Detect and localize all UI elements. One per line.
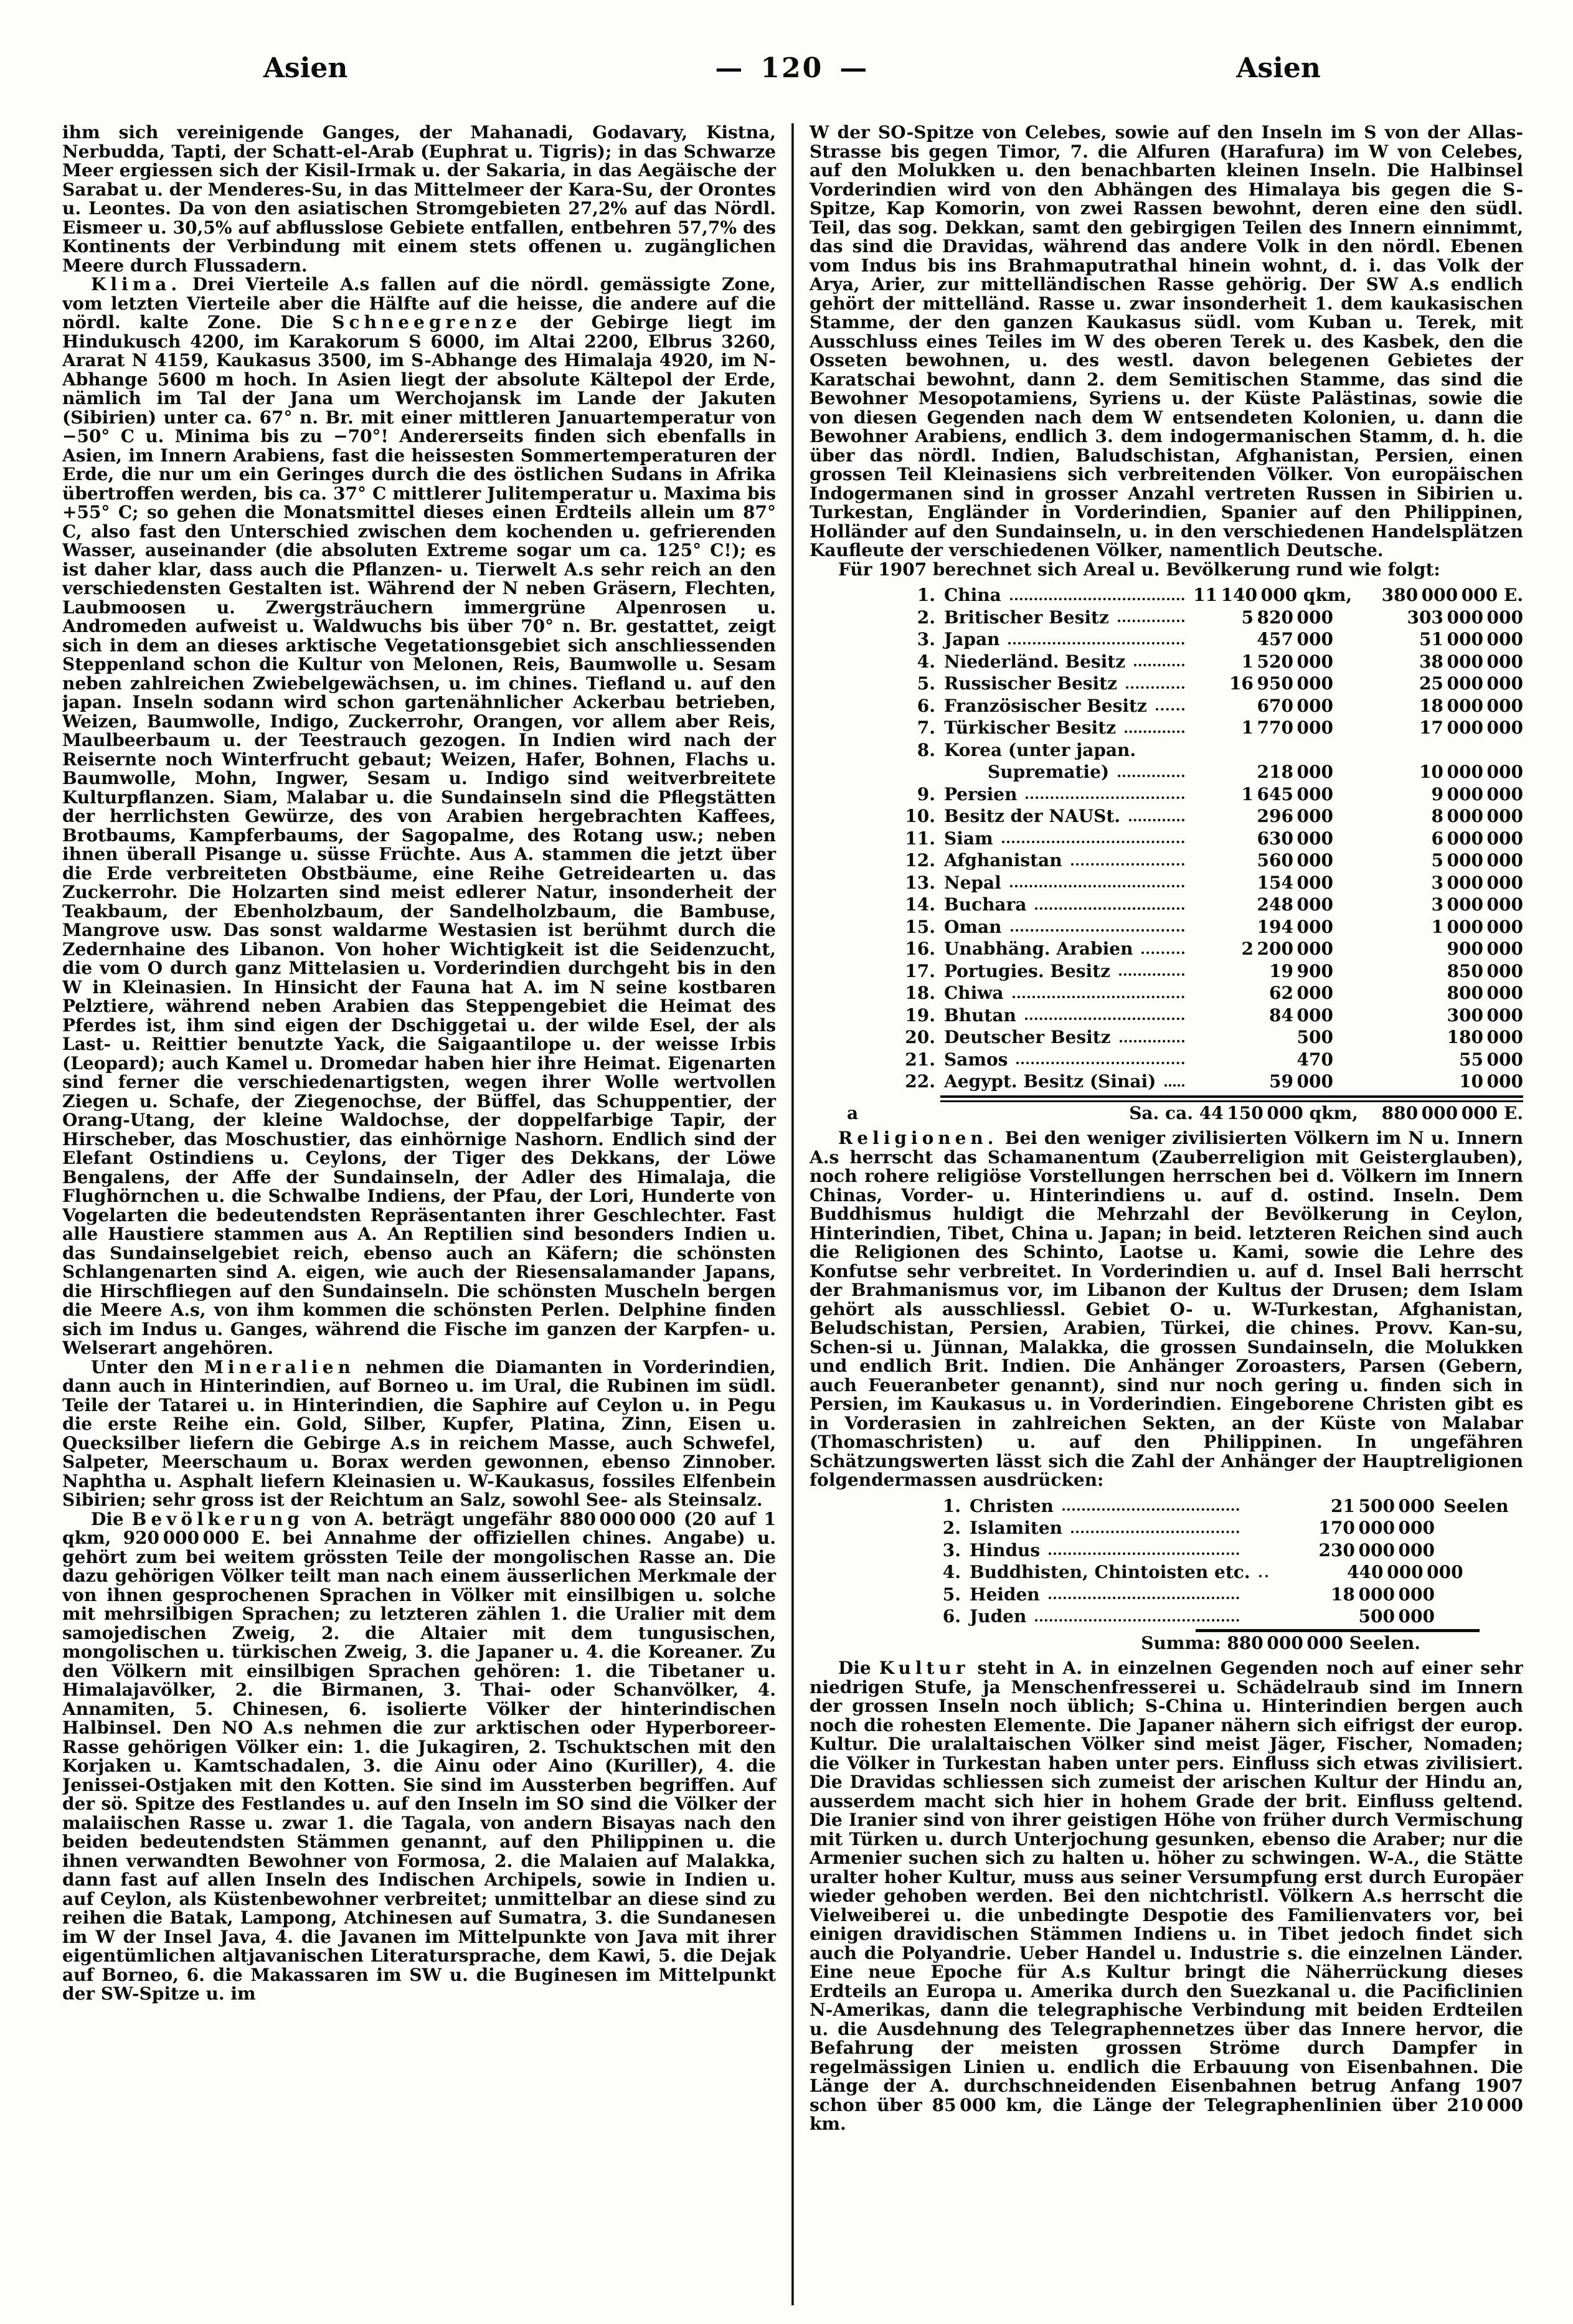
dot-leader	[1016, 1062, 1184, 1064]
table-row	[810, 916, 1523, 938]
running-head	[62, 54, 1523, 83]
row-number: 11.	[905, 828, 935, 849]
text-run: von A. beträgt ungefähr 880 000 000 (20 auf 1 qkm, 920 000 000 E. bei Annahme der offiziellen chines. Angabe) u. gehört zum bei weitem grössten Teile der mongolischen Rasse an. Die dazu gehörigen Völker teilt man nach einem äusserlichen Merkmale der von ihnen gesprochenen Sprachen in Völker mit einsilbigen u. solche mit mehrsilbigen Sprachen; zu letzteren zählen 1. die Uralier mit dem samojedischen Zweig, 2. die Altaier mit dem tungusischen, mongolischen u. türkischen Zweig, 3. die Japaner u. 4. die Koreaner. Zu den Völkern mit einsilbigen Sprachen gehören: 1. die Tibetaner u. Himalajavölker, 2. die Birmanen, 3. Thai- oder Schanvölker, 4. Annamiten, 5. Chinesen, 6. isolierte Völker der hinterindischen Halbinsel. Den NO A.s nehmen die zur arktischen oder Hyperboreer-Rasse gehörigen Völker ein: 1. die Jukagiren, 2. Tschuktschen mit den Korjaken u. Kamtschadalen, 3. die Ainu oder Aino (Kuriller), 4. die Jenissei-Ostjaken mit den Kotten. Sie sind im Aussterben begriffen. Auf der sö. Spitze des Festlandes u. auf den Inseln im SO sind die Völker der malaiischen Rasse u. zwar 1. die Tagala, von andern Bisayas nach den beiden bedeutendsten Stämmen genannt, auf den Philippinen u. die ihnen verwandten Bewohner von Formosa, 2. die Malaien auf Malakka, dann fast auf allen Inseln des Indischen Archipels, sowie in Indien u. auf Ceylon, als Küstenbewohner verbreitet; unmittelbar an diese sind zu reihen die Batak, Lampong, Atchinesen auf Sumatra, 3. die Sundanesen im W der Insel Java, 4. die Javanen im Mittelpunkte von Java mit ihrer eigentümlichen altjavanischen Literatursprache, dem Kawi, 5. die Dejak auf Borneo, 6. die Makassaren im SW u. die Buginesen im Mittelpunkt der SW-Spitze u. im	[62, 1508, 776, 2004]
row-number: 2.	[917, 607, 935, 628]
row-population-value: 55 000	[1458, 1049, 1523, 1070]
row-count-value: 440 000 000	[1347, 1562, 1463, 1582]
paragraph	[810, 123, 1523, 560]
row-number: 2.	[942, 1518, 961, 1538]
row-number: 13.	[905, 872, 935, 893]
dot-leader	[1011, 929, 1184, 932]
row-number: 17.	[905, 960, 935, 981]
row-number: 16.	[905, 938, 935, 959]
row-number: 20.	[905, 1027, 935, 1047]
paragraph	[62, 123, 776, 275]
margin-note: a	[847, 1102, 859, 1123]
row-label: Chiwa	[944, 983, 1004, 1003]
dot-leader	[1120, 1040, 1184, 1042]
paragraph	[62, 1510, 776, 2004]
text-run: der Gebirge liegt im Hindukusch 4200, im Karakorum S 6000, im Altai 2200, Elbrus 3260, Ararat N 4159, Kaukasus 3500, im S-Abhange des Himalaja 4920, im N-Abhange 5600 m hoch. In Asien liegt der absolute Kältepol der Erde, nämlich im Tal der Jana um Werchojansk im Lande der Jakuten (Sibirien) unter ca. 67° n. Br. mit einer mittleren Januartemperatur von −50° C u. Minima bis zu −70°! Andererseits finden sich ebenfalls in Asien, im Innern Arabiens, fast die heissesten Sommertemperaturen der Erde, die nur um ein Geringes durch die des östlichen Sudans in Afrika übertroffen werden, bis ca. 37° C mittlerer Julitemperatur u. Maxima bis +55° C; so gehen die Monatsmittel dieses einen Erdteils allein um 87° C, also fast den Unterschied zwischen dem kochenden u. gefrierenden Wasser, auseinander (die absoluten Extreme sogar um ca. 125° C!); es ist daher klar, dass auch die Pflanzen- u. Tierwelt A.s sehr reich an den verschiedensten Gestalten ist. Während der N neben Gräsern, Flechten, Laubmoosen u. Zwergsträuchern immergrüne Alpenrosen u. Andromeden aufweist u. Waldwuchs bis über 70° n. Br. gestattet, zeigt sich in dem an dieses arktische Vegetationsgebiet sich anschliessenden Steppenland schon die Kultur von Melonen, Reis, Baumwolle u. Sesam neben zahlreichen Zwiebelgewächsen, u. im chines. Tiefland u. auf den japan. Inseln sodann wird schon gartenähnlicher Ackerbau betrieben, Weizen, Baumwolle, Indigo, Zuckerrohr, Orangen, vor allem aber Reis, Maulbeerbaum u. der Teestrauch gezogen. In Indien wird nach der Reisernte noch Winterfrucht gebaut; Weizen, Hafer, Bohnen, Flachs u. Baumwolle, Mohn, Ingwer, Sesam u. Indigo sind weitverbreitete Kulturpflanzen. Siam, Malabar u. die Sundainseln sind die Pflegstätten der herrlichsten Gewürze, des von Arabien hergebrachten Kaffees, Brotbaums, Kampferbaums, der Sagopalme, des Rotang usw.; neben ihnen überall Pisange u. süsse Früchte. Aus A. stammen die jetzt über die Erde verbreiteten Obstbäume, eine Reihe Getreidearten u. das Zuckerrohr. Die Holzarten sind meist edlerer Natur, insonderheit der Teakbaum, der Ebenholzbaum, der Sandelholzbaum, die Bambuse, Mangrove usw. Das sonst waldarme Westasien ist berühmt durch die Zedernhaine des Libanon. Von hoher Wichtigkeit ist die Seidenzucht, die vom O durch ganz Mittelasien u. Vorderindien durchgeht bis in den W in Kleinasien. In Hinsicht der Fauna hat A. im N seine kostbaren Pelztiere, während neben Arabien das Steppengebiet die Heimat des Pferdes ist, ihm sind eigen der Dschiggetai u. der wilde Esel, der als Last- u. Reittier benutzte Yack, die Saigaantilope u. der weisse Irbis (Leopard); auch Kamel u. Dromedar haben hier ihre Heimat. Eigenarten sind ferner die verschiedenartigsten, wegen ihrer Wolle wertvollen Ziegen u. Schafe, der Ziegenochse, der Büffel, das Schuppentier, der Orang-Utang, der kleine Waldochse, der doppelfarbige Tapir, der Hirscheber, das Moschustier, das einhörnige Nashorn. Endlich sind der Elefant Ostindiens u. Ceylons, der Tiger des Dekkans, der Löwe Bengalens, der Affe der Sundainseln, der Adler des Himalaja, die Flughörnchen u. die Schwalbe Indiens, der Pfau, der Lori, Hunderte von Vogelarten die bedeutendsten Repräsentanten ihrer Geschlechter. Fast alle Haustiere stammen aus A. An Reptilien sind besonders Indien u. das Sundainselgebiet reich, ebenso auch an Käfern; die schönsten Schlangenarten sind A. eigen, wie auch der Riesensalamander Japans, die Hirschfliegen auf den Sundainseln. Die schönsten Muscheln bergen die Meere A.s, von ihm kommen die schönsten Perlen. Delphine finden sich im Indus u. Ganges, während die Fische im ganzen der Karpfen- u. Welserart angehören.	[62, 312, 776, 1358]
paragraph	[810, 560, 1523, 580]
row-label: Juden	[970, 1606, 1027, 1627]
row-label: Buchara	[944, 894, 1027, 915]
sum-rule	[940, 1095, 1523, 1102]
row-area-value: 630 000	[1257, 828, 1333, 849]
row-label: Deutscher Besitz	[944, 1027, 1111, 1047]
area-population-table	[810, 584, 1523, 1124]
row-number: 19.	[905, 1004, 935, 1026]
text-run: Drei Vierteile A.s fallen auf die nördl. gemässigte Zone, vom letzten Vierteile aber die Hälfte auf die heisse, die andere auf die nördl. kalte Zone. Die	[62, 274, 776, 333]
text-run: Die	[91, 1508, 132, 1529]
row-population-value: 900 000	[1447, 938, 1523, 959]
row-number: 12.	[905, 850, 935, 871]
row-number: 22.	[905, 1071, 935, 1092]
dot-leader	[1141, 952, 1184, 954]
row-area-value: 1 645 000	[1241, 783, 1333, 805]
row-area-value: 457 000	[1257, 629, 1333, 649]
dash-right: —	[839, 52, 869, 84]
row-number: 6.	[917, 695, 935, 716]
dot-leader	[1134, 664, 1184, 666]
dot-leader	[1119, 973, 1184, 976]
table-row	[810, 894, 1523, 916]
running-head-title-left: Asien	[263, 52, 348, 84]
row-count-value: 170 000 000	[1318, 1518, 1435, 1538]
text-run: Unter den	[91, 1356, 204, 1377]
sum-area-value: 44 150 000 qkm,	[1193, 1102, 1358, 1123]
dot-leader	[1010, 885, 1184, 887]
row-area-value: 194 000	[1257, 916, 1333, 937]
row-label: Unabhäng. Arabien	[944, 938, 1133, 959]
spaced-keyword: Mineralien	[204, 1356, 355, 1377]
row-population-value: 25 000 000	[1419, 673, 1523, 694]
table-row	[810, 960, 1523, 983]
text-run: W der SO-Spitze von Celebes, sowie auf den Inseln im S von der Allas-Strasse bis gegen Timor, 7. die Alfuren (Harafura) im W von Celebes, auf den Molukken u. den benachbarten kleinen Inseln. Die Halbinsel Vorderindien wird von den Abhängen des Himalaya bis gegen die S-Spitze, Kap Komorin, von zwei Rassen bewohnt, deren eine den südl. Teil, das sog. Dekkan, samt den gebirgigen Teilen des Innern einnimmt, das sind die Dravidas, während das andere Volk in den nördl. Ebenen vom Indus bis ins Brahmaputrathal hinein wohnt, d. i. das Volk der Arya, Arier, zur mittelländischen Rasse gehörig. Der SW A.s endlich gehört der mittelländ. Rasse u. zwar insonderheit 1. dem kaukasischen Stamme, der den ganzen Kaukasus südl. vom Kuban u. Terek, mit Ausschluss eines Teiles im W des oberen Terek u. des Kasbek, den die Osseten bewohnen, u. des westl. davon belegenen Gebietes der Karatschai bewohnt, dann 2. dem Semitischen Stamme, das sind die Bewohner Mesopotamiens, Syriens u. der Küste Palästinas, sowie die von diesen Gegenden nach dem W entsendeten Kolonien, u. dann die Bewohner Arabiens, endlich 3. dem indogermanischen Stamm, d. h. die über das nördl. Indien, Baludschistan, Afghanistan, Persien, einen grossen Teil Kleinasiens sich verbreitenden Völker. Von europäischen Indogermanen sind in grosser Anzahl vertreten Russen in Sibirien u. Turkestan, Engländer in Vorderindien, Spanier auf den Philippinen, Holländer auf den Sundainseln, u. in den verschiedenen Handelsplätzen Kaufleute der verschiedenen Völker, namentlich Deutsche.	[810, 123, 1523, 560]
table-row	[810, 739, 1523, 762]
page-number-block	[549, 54, 1035, 83]
text-run: ihm sich vereinigende Ganges, der Mahanadi, Godavary, Kistna, Nerbudda, Tapti, der Schatt-el-Arab (Euphrat u. Tigris); in das Schwarze Meer ergiessen sich der Kisil-Irmak u. der Sakaria, in das Aegäische der Sarabat u. der Menderes-Su, in das Mittelmeer der Kara-Su, der Orontes u. Leontes. Da von den asiatischen Stromgebieten 27,2% auf das Nördl. Eismeer u. 30,5% auf abflusslose Gebiete entfallen, entbehren 57,7% des Kontinents der Verbindung mit einem stets offenen u. zugänglichen Meere durch Flussadern.	[62, 123, 776, 276]
row-label: Portugies. Besitz	[944, 960, 1111, 981]
row-number: 14.	[905, 894, 935, 915]
row-number: 9.	[917, 783, 935, 805]
table-row	[810, 783, 1523, 806]
table-row	[810, 628, 1523, 651]
row-population-value: 800 000	[1447, 983, 1523, 1003]
dot-leader	[1118, 775, 1184, 777]
table-row	[810, 761, 1523, 783]
religion-table	[810, 1495, 1523, 1655]
spaced-keyword: Bevölkerung	[131, 1508, 304, 1529]
row-label: Niederländ. Besitz	[944, 651, 1126, 672]
table-row	[810, 938, 1523, 960]
row-area-value: 500	[1297, 1027, 1333, 1047]
row-population-value: 10 000 000	[1419, 762, 1523, 782]
row-area-value: 218 000	[1257, 762, 1333, 782]
row-population-value: 8 000 000	[1431, 806, 1523, 826]
row-population-value: 303 000 000	[1407, 607, 1523, 628]
row-population-value: 10 000	[1458, 1071, 1523, 1092]
row-population-value: 5 000 000	[1431, 850, 1523, 871]
dot-leader	[1071, 1531, 1239, 1533]
right-column	[793, 123, 1523, 2305]
row-count-value: 21 500 000	[1330, 1495, 1435, 1516]
row-number: 15.	[905, 916, 935, 937]
row-label: Christen	[970, 1495, 1054, 1516]
row-number: 5.	[917, 673, 935, 694]
table-row	[810, 872, 1523, 894]
text-columns	[62, 123, 1523, 2305]
row-number: 21.	[905, 1049, 935, 1070]
row-label: Japan	[944, 629, 1000, 649]
religion-sum-row: Summa: 880 000 000 Seelen.	[1141, 1632, 1420, 1653]
row-area-value: 248 000	[1257, 894, 1333, 915]
paragraph	[810, 1129, 1523, 1490]
row-label: Britischer Besitz	[944, 607, 1109, 628]
row-area-value: 59 000	[1268, 1071, 1333, 1092]
row-population-value: 1 000 000	[1431, 916, 1523, 937]
row-label: Besitz der NAUSt.	[944, 806, 1120, 826]
row-population-value: 380 000 000 E.	[1381, 585, 1523, 605]
row-area-value: 670 000	[1257, 695, 1333, 716]
row-label: Bhutan	[944, 1004, 1016, 1026]
dot-leader	[1035, 907, 1184, 910]
row-population-value: 180 000	[1447, 1027, 1523, 1047]
row-label: Hindus	[970, 1539, 1041, 1561]
row-label: Samos	[944, 1049, 1008, 1070]
row-number: 5.	[942, 1584, 961, 1605]
row-area-value: 560 000	[1257, 850, 1333, 871]
row-label: Türkischer Besitz	[944, 717, 1117, 738]
row-count-value: 18 000 000	[1330, 1584, 1435, 1605]
row-number: 18.	[905, 983, 935, 1003]
row-label: China	[944, 585, 1001, 605]
text-run: steht in A. in einzelnen Gegenden noch auf einer sehr niedrigen Stufe, ja Menschenfresserei u. Schädelraub sind im Innern der grossen Inseln noch üblich; S-China u. Hinterindien bergen auch noch die rohesten Elemente. Die Japaner nähern sich eifrigst der europ. Kultur. Die uralaltaischen Völker sind meist Jäger, Fischer, Nomaden; die Völker in Turkestan haben unter pers. Einfluss sich etwas zivilisiert. Die Dravidas schliessen sich zumeist der arischen Kultur der Hindu an, ausserdem macht sich hier in hohem Grade der brit. Einfluss geltend. Die Iranier sind von ihrer geistigen Höhe von früher durch Vermischung mit Türken u. durch Unterjochung gesunken, ebenso die Araber; nur die Armenier suchen sich zu halten u. höher zu schwingen. W-A., die Stätte uralter hoher Kultur, muss aus seiner Versumpfung erst durch Europäer wieder gehoben werden. Bei den nichtchristl. Völkern A.s herrscht die Vielweiberei u. die unbedingte Despotie des Familienvaters vor, bei einigen dravidischen Stämmen Indiens u. in Tibet jedoch findet sich auch die Polyandrie. Ueber Handel u. Industrie s. die einzelnen Länder. Eine neue Epoche für A.s Kultur bringt die Näherrückung dieses Erdteils an Europa u. Amerika durch den Suezkanal u. die Pacificlinien N-Amerikas, dann die telegraphische Verbindung mit beiden Erdteilen u. die Ausdehnung des Telegraphennetzes über das Innere hervor, die Befahrung der meisten grossen Ströme durch Dampfer in regelmässigen Linien u. endlich die Erbauung von Eisenbahnen. Die Länge der A. durchschneidenden Eisenbahnen betrug Anfang 1907 schon über 85 000 km, die Länge der Telegraphenlinien über 210 000 km.	[810, 1658, 1523, 2134]
row-area-value: 11 140 000 qkm,	[1193, 585, 1353, 605]
row-area-value: 1 520 000	[1241, 651, 1333, 672]
row-population-value: 3 000 000	[1431, 894, 1523, 915]
table-row	[810, 982, 1523, 1004]
row-label: Persien	[944, 783, 1018, 805]
religion-row	[810, 1561, 1523, 1584]
dot-leader	[1049, 1552, 1239, 1555]
row-area-value: 62 000	[1268, 983, 1333, 1003]
table-row	[810, 828, 1523, 850]
text-run: Die	[838, 1658, 879, 1678]
row-number: 4.	[942, 1562, 961, 1582]
dot-leader	[1002, 841, 1184, 843]
row-label: Russischer Besitz	[944, 673, 1117, 694]
page-number: 120	[760, 52, 824, 84]
text-run: Für 1907 berechnet sich Areal u. Bevölkerung rund wie folgt:	[838, 559, 1440, 580]
table-row	[810, 1049, 1523, 1071]
dot-leader	[1035, 1619, 1239, 1622]
spaced-keyword: Kultur	[879, 1658, 970, 1678]
dot-leader	[1118, 620, 1184, 622]
row-number: 4.	[917, 651, 935, 672]
religion-row	[810, 1495, 1523, 1518]
dot-leader	[1062, 1508, 1239, 1511]
dot-leader	[1025, 1018, 1184, 1020]
row-area-value: 5 820 000	[1241, 607, 1333, 628]
dot-leader	[1129, 819, 1184, 821]
religion-row	[810, 1584, 1523, 1606]
row-number: 8.	[917, 739, 935, 760]
row-number: 1.	[917, 585, 935, 605]
row-count-value: 230 000 000	[1318, 1539, 1435, 1561]
row-population-value: 6 000 000	[1431, 828, 1523, 849]
row-number: 10.	[905, 806, 935, 826]
table-row	[810, 607, 1523, 629]
dot-leader	[1126, 686, 1184, 689]
table-row	[810, 651, 1523, 673]
row-number: 3.	[917, 629, 935, 649]
paragraph	[62, 275, 776, 1358]
left-column	[62, 123, 793, 2305]
dot-leader	[1010, 598, 1184, 600]
dash-left: —	[715, 52, 745, 84]
row-unit: Seelen	[1443, 1495, 1509, 1516]
row-number: 6.	[942, 1606, 961, 1627]
dot-leader	[1156, 708, 1184, 711]
dot-leader	[1049, 1597, 1239, 1599]
table-sum-row	[810, 1102, 1523, 1125]
dot-leader	[1008, 642, 1184, 645]
dot-leader	[1164, 1084, 1184, 1087]
row-population-value: 17 000 000	[1419, 717, 1523, 738]
dot-leader	[1125, 730, 1184, 733]
row-area-value: 84 000	[1268, 1004, 1333, 1026]
paragraph	[62, 1358, 776, 1510]
row-label: Afghanistan	[944, 850, 1062, 871]
table-row	[810, 584, 1523, 607]
dot-leader	[1259, 1575, 1268, 1577]
row-label: Korea (unter japan.	[944, 739, 1136, 760]
row-area-value: 19 900	[1268, 960, 1333, 981]
row-label: Nepal	[944, 872, 1001, 893]
dot-leader	[1013, 996, 1184, 998]
spaced-keyword: Schneegrenze	[332, 312, 522, 333]
table-row	[810, 849, 1523, 872]
row-area-value: 2 200 000	[1241, 938, 1333, 959]
table-row	[810, 673, 1523, 695]
spaced-keyword: Klima.	[91, 274, 182, 295]
table-row	[810, 695, 1523, 717]
row-area-value: 1 770 000	[1241, 717, 1333, 738]
religion-row	[810, 1605, 1523, 1628]
row-area-value: 470	[1297, 1049, 1333, 1070]
row-label: Buddhisten, Chintoisten etc.	[970, 1562, 1250, 1582]
table-row	[810, 717, 1523, 739]
row-population-value: 3 000 000	[1431, 872, 1523, 893]
row-area-value: 154 000	[1257, 872, 1333, 893]
row-label: Heiden	[970, 1584, 1040, 1605]
row-count-value: 500 000	[1358, 1606, 1435, 1627]
table-row	[810, 1004, 1523, 1027]
sum-label: Sa. ca.	[1129, 1102, 1193, 1123]
row-label: Aegypt. Besitz (Sinai)	[944, 1071, 1156, 1092]
sum-population-value: 880 000 000 E.	[1381, 1102, 1523, 1123]
table-row	[810, 805, 1523, 828]
row-area-value: 296 000	[1257, 806, 1333, 826]
row-population-value: 850 000	[1447, 960, 1523, 981]
text-run: nehmen die Diamanten in Vorderindien, dann auch in Hinterindien, auf Borneo u. im Ural, die Rubinen im südl. Teile der Tatarei u. in Hinterindien, die Saphire auf Ceylon u. in Pegu die erste Reihe ein. Gold, Silber, Kupfer, Platina, Zinn, Eisen u. Quecksilber liefern die Gebirge A.s in reichem Masse, auch Schwefel, Salpeter, Meerschaum u. Borax werden gewonnen, ebenso Zinnober. Naphtha u. Asphalt liefern Kleinasien u. W-Kaukasus, fossiles Elfenbein Sibirien; sehr gross ist der Reichtum an Salz, sowohl See- als Steinsalz.	[62, 1356, 776, 1510]
dot-leader	[1071, 863, 1184, 866]
dot-leader	[1026, 796, 1184, 799]
row-population-value: 51 000 000	[1419, 629, 1523, 649]
text-run: Bei den weniger zivilisierten Völkern im N u. Innern A.s herrscht das Schamanentum (Zauberreligion mit Geisterglauben), noch rohere religiöse Vorstellungen herrschen bei d. Völkern im Innern Chinas, Vorder- u. Hinterindiens u. auf d. ostind. Inseln. Dem Buddhismus huldigt die Mehrzahl der Bevölkerung in Ceylon, Hinterindien, Tibet, China u. Japan; in beid. letzteren Reichen sind auch die Religionen des Schinto, Laotse u. Kami, sowie die Lehre des Konfutse sehr verbreitet. In Vorderindien u. auf d. Insel Bali herrscht der Brahmanismus vor, im Libanon der Kultus der Drusen; dem Islam gehört als ausschliessl. Gebiet O- u. W-Turkestan, Afghanistan, Beludschistan, Persien, Arabien, Türkei, die chines. Provv. Kan-su, Schen-si u. Jünnan, Malakka, die grossen Sundainseln, die Molukken und endlich Brit. Indien. Die Anhänger Zoroasters, Parsen (Gebern, auch Feueranbeter genannt), sind nur noch gering u. finden sich in Persien, im Kaukasus u. in Vorderindien. Eingeborene Christen gibt es in Vorderasien in zahlreichen Sekten, an der Küste von Malabar (Thomaschristen) u. auf den Philippinen. In ungefähren Schätzungswerten lässt sich die Zahl der Anhänger der Hauptreligionen folgendermassen ausdrücken:	[810, 1128, 1523, 1490]
paragraph	[810, 1659, 1523, 2134]
row-label: Suprematie)	[988, 762, 1110, 782]
table-row	[810, 1070, 1523, 1093]
row-population-value: 300 000	[1447, 1004, 1523, 1026]
spaced-keyword: Religionen.	[838, 1128, 998, 1148]
religion-row	[810, 1539, 1523, 1562]
row-number: 7.	[917, 717, 935, 738]
row-population-value: 38 000 000	[1419, 651, 1523, 672]
religion-row	[810, 1517, 1523, 1539]
running-head-title-right: Asien	[1236, 52, 1321, 84]
row-number: 1.	[942, 1495, 961, 1516]
row-label: Islamiten	[970, 1518, 1063, 1538]
row-population-value: 18 000 000	[1419, 695, 1523, 716]
row-label: Französischer Besitz	[944, 695, 1147, 716]
row-population-value: 9 000 000	[1431, 783, 1523, 805]
table-row	[810, 1026, 1523, 1049]
row-label: Oman	[944, 916, 1002, 937]
row-area-value: 16 950 000	[1229, 673, 1333, 694]
row-number: 3.	[942, 1539, 961, 1561]
row-label: Siam	[944, 828, 993, 849]
